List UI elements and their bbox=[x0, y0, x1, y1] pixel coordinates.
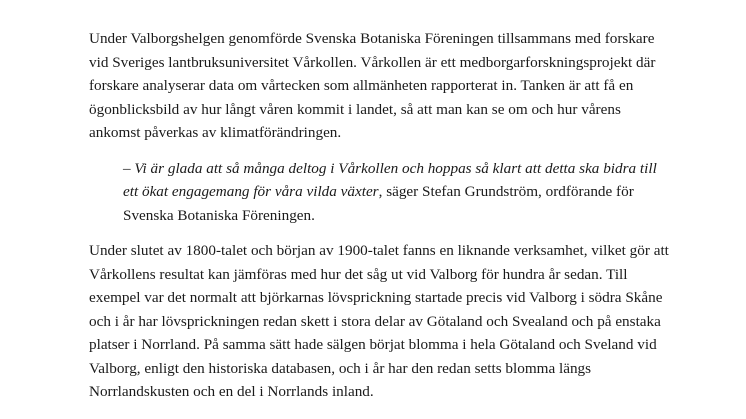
quote-text: – Vi är glada att så många deltog i Vårkollen och hoppas så klart att detta ska bidra till ett ökat engagemang för våra vilda växter bbox=[123, 159, 657, 200]
paragraph-intro: Under Valborgshelgen genomförde Svenska Botaniska Föreningen tillsammans med forskare vid Sveriges lantbruksuniversitet Vårkollen. Vårkollen är ett medborgarforskningsprojekt där forskare analyserar data om vårtecken som allmänheten rapporterat in. Tanken är att få en ögonblicksbild av hur långt våren kommit i landet, så att man kan se om och hur vårens ankomst påverkas av klimatförändringen. bbox=[89, 30, 656, 141]
paragraph-history: Under slutet av 1800-talet och början av 1900-talet fanns en liknande verksamhet, vilket gör att Vårkollens resultat kan jämföras med hur det såg ut vid Valborg för hundra år sedan. Till exempel var det normalt att björkarnas lövsprickning startade precis vid Valborg i södra Skåne och i år har lövsprickningen redan skett i stora delar av Götaland och Svealand och på enstaka platser i Norrland. På samma sätt hade sälgen börjat blomma i hela Götaland och Sveland vid Valborg, enligt den historiska databasen, och i år har den redan setts blomma längs Norrlandskusten och en del i Norrlands inland. bbox=[89, 242, 669, 400]
document-body bbox=[89, 27, 669, 404]
quote-block bbox=[123, 157, 669, 228]
quote-attribution: , säger Stefan Grundström, ordförande för Svenska Botaniska Föreningen. bbox=[123, 183, 634, 224]
